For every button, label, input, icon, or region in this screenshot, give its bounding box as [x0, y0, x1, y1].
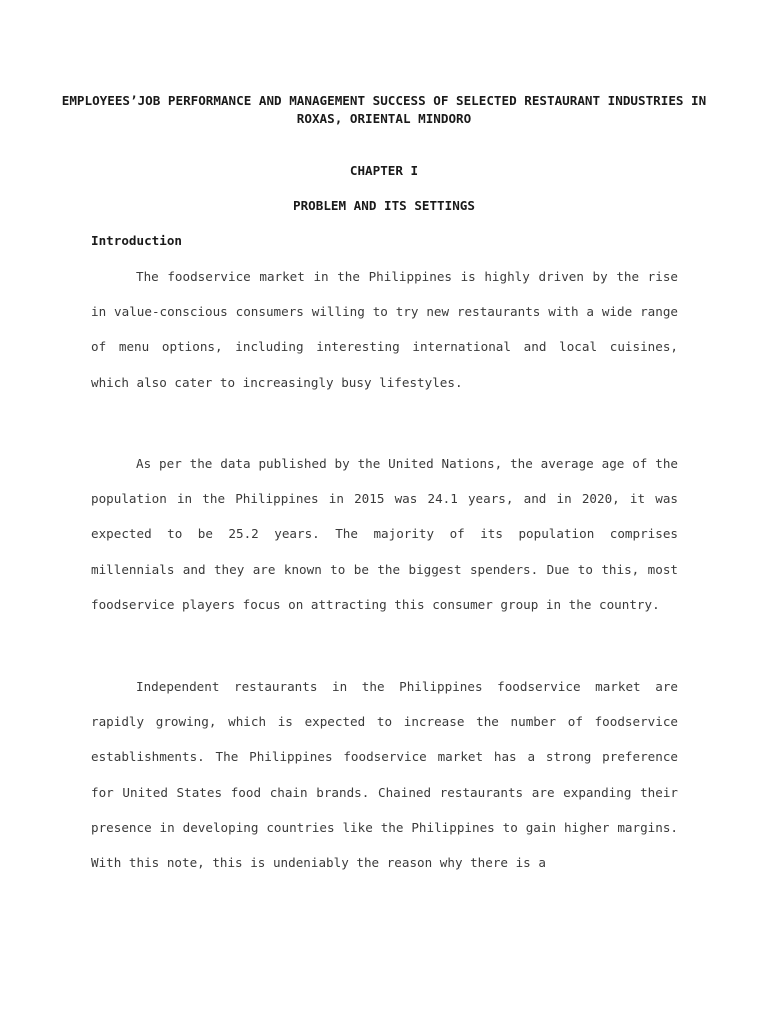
- paragraph-3: Independent restaurants in the Philippines foodservice market are rapidly growing, which is expected to increase the number of foodservice establishments. The Philippines foodservice market has a strong preference for United States food chain brands. Chained restaurants are expanding their presence in developing countries like the Philippines to gain higher margins. With this note, this is undeniably the reason why there is a: [91, 679, 678, 871]
- paragraph-1: The foodservice market in the Philippines is highly driven by the rise in value-conscious consumers willing to try new restaurants with a wide range of menu options, including interesting international and local cuisines, which also cater to increasingly busy lifestyles.: [91, 269, 678, 390]
- paragraph-2: As per the data published by the United Nations, the average age of the population in the Philippines in 2015 was 24.1 years, and in 2020, it was expected to be 25.2 years. The majority of its population comprises millennials and they are known to be the biggest spenders. Due to this, most foodservice players focus on attracting this consumer group in the country.: [91, 456, 678, 612]
- chapter-label: CHAPTER I: [349, 163, 419, 178]
- chapter-title: PROBLEM AND ITS SETTINGS: [293, 198, 475, 213]
- document-title: EMPLOYEES’JOB PERFORMANCE AND MANAGEMENT SUCCESS OF SELECTED RESTAURANT INDUSTRIES IN ROXAS, ORIENTAL MINDORO: [61, 93, 707, 126]
- section-heading: Introduction: [91, 233, 182, 248]
